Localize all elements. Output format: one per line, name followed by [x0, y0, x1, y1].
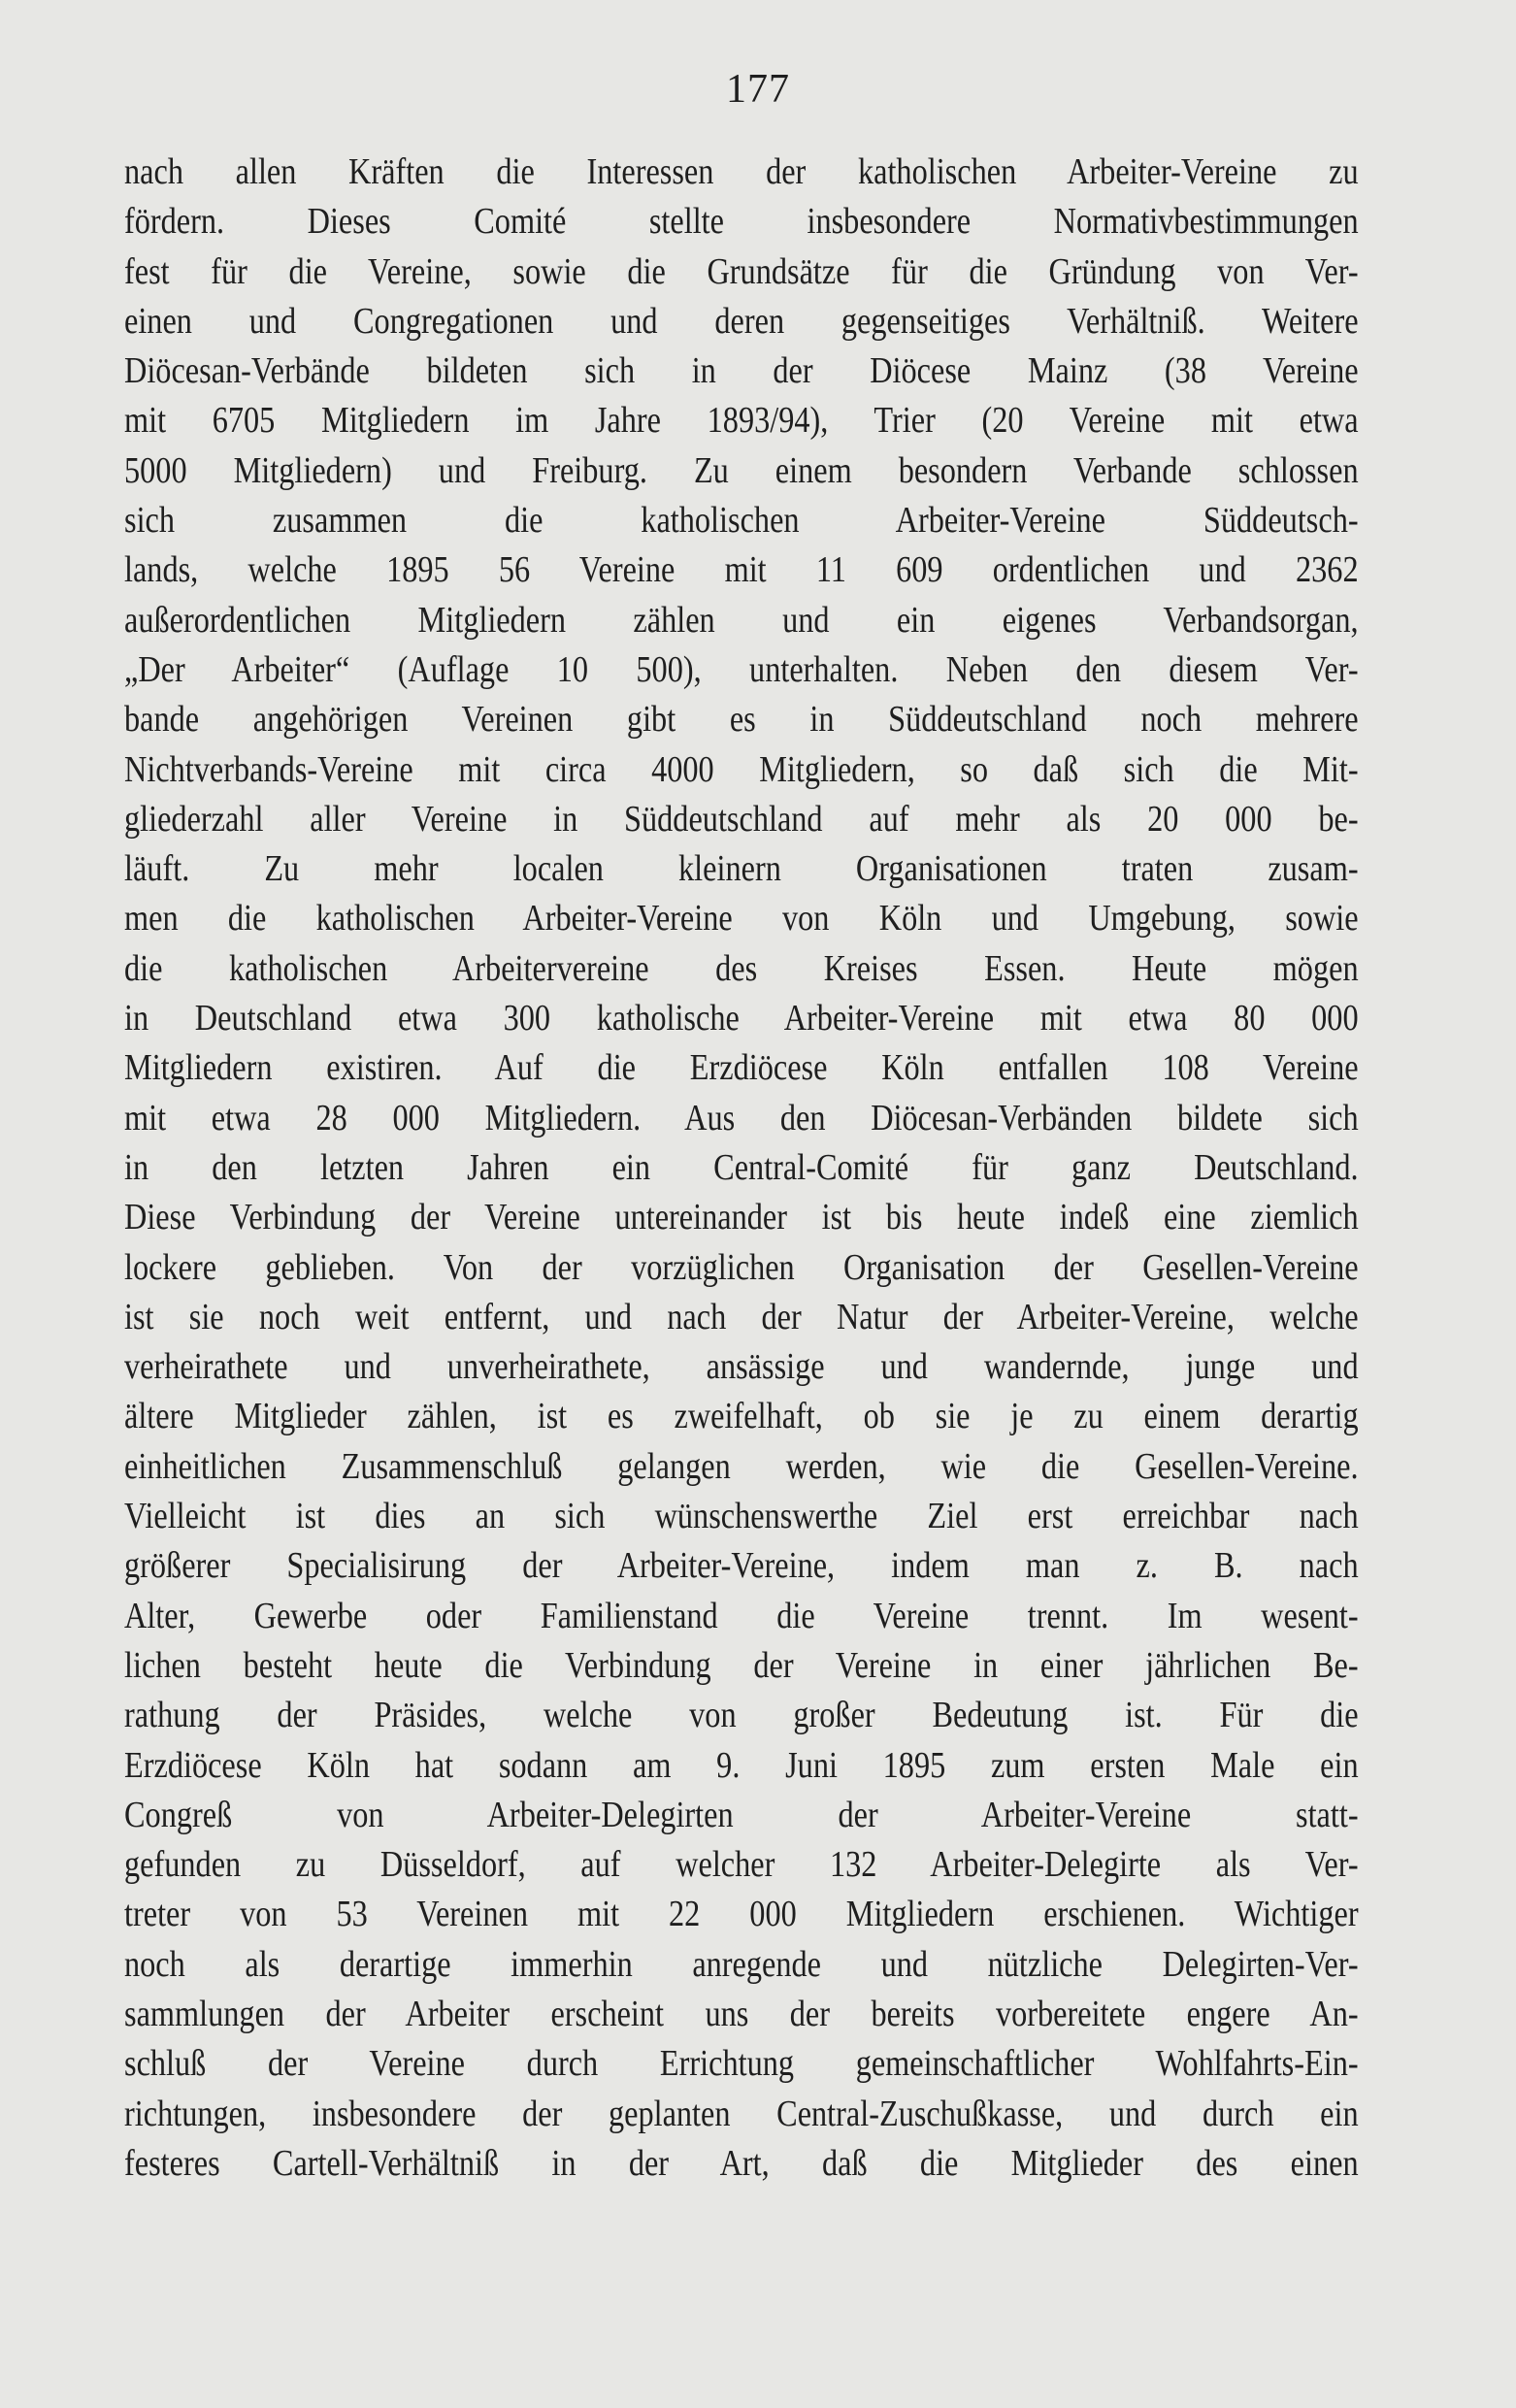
- text-line: lichen besteht heute die Verbindung der Vereine in einer jährlichen Be-: [124, 1644, 1359, 1686]
- text-line: Vielleicht ist dies an sich wünschenswerthe Ziel erst erreichbar nach: [124, 1496, 1359, 1537]
- text-line: in Deutschland etwa 300 katholische Arbeiter-Vereine mit etwa 80 000: [124, 998, 1359, 1039]
- text-line: Congreß von Arbeiter-Delegirten der Arbeiter-Vereine statt-: [124, 1794, 1359, 1835]
- text-line: in den letzten Jahren ein Central-Comité für ganz Deutschland.: [124, 1146, 1359, 1188]
- text-line: sammlungen der Arbeiter erscheint uns der bereits vorbereitete engere An-: [124, 1993, 1359, 2034]
- text-line: einen und Congregationen und deren gegenseitiges Verhältniß. Weitere: [124, 300, 1359, 342]
- text-line: treter von 53 Vereinen mit 22 000 Mitgliedern erschienen. Wichtiger: [124, 1894, 1359, 1935]
- text-line: fest für die Vereine, sowie die Grundsätze für die Gründung von Ver-: [124, 250, 1359, 292]
- text-line: gefunden zu Düsseldorf, auf welcher 132 Arbeiter-Delegirte als Ver-: [124, 1844, 1359, 1886]
- text-line: verheirathete und unverheirathete, ansässige und wandernde, junge und: [124, 1346, 1359, 1388]
- text-line: ist sie noch weit entfernt, und nach der Natur der Arbeiter-Vereine, welche: [124, 1296, 1359, 1337]
- text-line: mit 6705 Mitgliedern im Jahre 1893/94), Trier (20 Vereine mit etwa: [124, 400, 1359, 442]
- text-line: fördern. Dieses Comité stellte insbesondere Normativbestimmungen: [124, 201, 1359, 243]
- text-line: noch als derartige immerhin anregende und nützliche Delegirten-Ver-: [124, 1943, 1359, 1985]
- text-line: läuft. Zu mehr localen kleinern Organisationen traten zusam-: [124, 848, 1359, 890]
- page-number: 177: [726, 67, 790, 112]
- text-line: lands, welche 1895 56 Vereine mit 11 609 ordentlichen und 2362: [124, 549, 1359, 591]
- text-line: „Der Arbeiter“ (Auflage 10 500), unterhalten. Neben den diesem Ver-: [124, 648, 1359, 690]
- text-line: Nichtverbands-Vereine mit circa 4000 Mitgliedern, so daß sich die Mit-: [124, 748, 1359, 790]
- text-line: bande angehörigen Vereinen gibt es in Süddeutschland noch mehrere: [124, 699, 1359, 741]
- text-line: außerordentlichen Mitgliedern zählen und ein eigenes Verbandsorgan,: [124, 599, 1359, 641]
- text-line: gliederzahl aller Vereine in Süddeutschland auf mehr als 20 000 be-: [124, 798, 1359, 840]
- text-line: Diese Verbindung der Vereine untereinander ist bis heute indeß eine ziemlich: [124, 1197, 1359, 1238]
- text-line: sich zusammen die katholischen Arbeiter-Vereine Süddeutsch-: [124, 500, 1359, 542]
- text-line: men die katholischen Arbeiter-Vereine von Köln und Umgebung, sowie: [124, 898, 1359, 940]
- text-line: nach allen Kräften die Interessen der katholischen Arbeiter-Vereine zu: [124, 151, 1359, 192]
- text-line: die katholischen Arbeitervereine des Kreises Essen. Heute mögen: [124, 947, 1359, 989]
- text-line: Mitgliedern existiren. Auf die Erzdiöcese Köln entfallen 108 Vereine: [124, 1047, 1359, 1089]
- text-line: Diöcesan-Verbände bildeten sich in der Diöcese Mainz (38 Vereine: [124, 350, 1359, 392]
- text-line: Alter, Gewerbe oder Familienstand die Vereine trennt. Im wesent-: [124, 1595, 1359, 1636]
- text-line: größerer Specialisirung der Arbeiter-Vereine, indem man z. B. nach: [124, 1545, 1359, 1587]
- text-line: richtungen, insbesondere der geplanten Central-Zuschußkasse, und durch ein: [124, 2093, 1359, 2134]
- body-text: [124, 148, 1359, 2189]
- text-line: Erzdiöcese Köln hat sodann am 9. Juni 1895 zum ersten Male ein: [124, 1744, 1359, 1786]
- text-line: festeres Cartell-Verhältniß in der Art, daß die Mitglieder des einen: [124, 2142, 1359, 2184]
- text-line: ältere Mitglieder zählen, ist es zweifelhaft, ob sie je zu einem derartig: [124, 1396, 1359, 1437]
- text-line: lockere geblieben. Von der vorzüglichen Organisation der Gesellen-Vereine: [124, 1246, 1359, 1288]
- text-line: einheitlichen Zusammenschluß gelangen werden, wie die Gesellen-Vereine.: [124, 1445, 1359, 1487]
- text-line: rathung der Präsides, welche von großer Bedeutung ist. Für die: [124, 1695, 1359, 1736]
- text-line: mit etwa 28 000 Mitgliedern. Aus den Diöcesan-Verbänden bildete sich: [124, 1097, 1359, 1138]
- text-line: schluß der Vereine durch Errichtung gemeinschaftlicher Wohlfahrts-Ein-: [124, 2043, 1359, 2085]
- text-line: 5000 Mitgliedern) und Freiburg. Zu einem besondern Verbande schlossen: [124, 449, 1359, 491]
